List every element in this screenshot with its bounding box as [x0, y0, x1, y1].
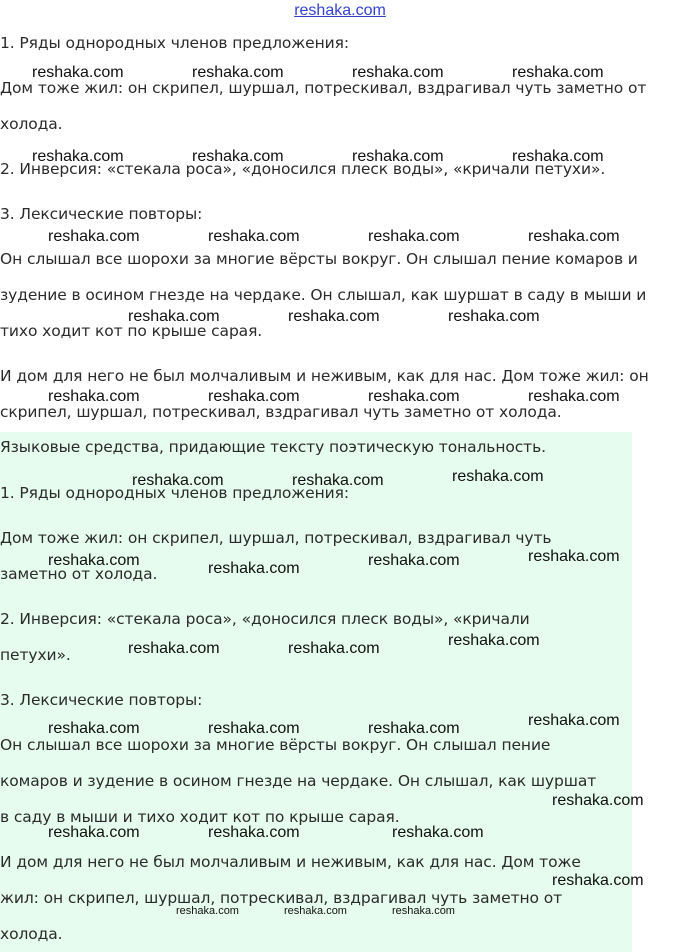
- text-line: холода.: [0, 925, 63, 943]
- text-line: зудение в осином гнезде на чердаке. Он слышал, как шуршат в саду в мыши и: [0, 286, 647, 304]
- text-line: Дом тоже жил: он скрипел, шуршал, потрескивал, вздрагивал чуть: [0, 529, 552, 547]
- watermark: reshaka.com: [48, 824, 140, 841]
- watermark: reshaka.com: [352, 148, 444, 165]
- watermark: reshaka.com: [368, 720, 460, 737]
- text-line: 2. Инверсия: «стекала роса», «доносился плеск воды», «кричали петухи».: [0, 160, 606, 178]
- watermark: reshaka.com: [528, 712, 620, 729]
- text-line: скрипел, шуршал, потрескивал, вздрагивал чуть заметно от холода.: [0, 403, 562, 421]
- watermark: reshaka.com: [392, 824, 484, 841]
- text-line: комаров и зудение в осином гнезде на чердаке. Он слышал, как шуршат: [0, 772, 597, 790]
- watermark: reshaka.com: [192, 148, 284, 165]
- text-line: Языковые средства, придающие тексту поэтическую тональность.: [0, 438, 546, 456]
- watermark: reshaka.com: [32, 148, 124, 165]
- text-line: 2. Инверсия: «стекала роса», «доносился плеск воды», «кричали: [0, 610, 530, 628]
- watermark: reshaka.com: [208, 228, 300, 245]
- watermark: reshaka.com: [208, 388, 300, 405]
- watermark: reshaka.com: [208, 560, 300, 577]
- text-line: 3. Лексические повторы:: [0, 691, 203, 709]
- watermark: reshaka.com: [552, 872, 644, 889]
- watermark: reshaka.com: [48, 388, 140, 405]
- watermark: reshaka.com: [448, 632, 540, 649]
- watermark: reshaka.com: [352, 64, 444, 81]
- watermark: reshaka.com: [48, 720, 140, 737]
- watermark: reshaka.com: [208, 720, 300, 737]
- text-line: тихо ходит кот по крыше сарая.: [0, 322, 263, 340]
- watermark: reshaka.com: [176, 905, 239, 917]
- text-line: Дом тоже жил: он скрипел, шуршал, потрескивал, вздрагивал чуть заметно от: [0, 79, 647, 97]
- watermark: reshaka.com: [512, 64, 604, 81]
- watermark: reshaka.com: [288, 640, 380, 657]
- watermark: reshaka.com: [192, 64, 284, 81]
- watermark: reshaka.com: [292, 472, 384, 489]
- watermark: reshaka.com: [368, 388, 460, 405]
- watermark: reshaka.com: [448, 308, 540, 325]
- watermark: reshaka.com: [528, 388, 620, 405]
- watermark: reshaka.com: [368, 228, 460, 245]
- watermark: reshaka.com: [208, 824, 300, 841]
- text-line: в саду в мыши и тихо ходит кот по крыше сарая.: [0, 808, 400, 826]
- watermark: reshaka.com: [528, 228, 620, 245]
- watermark: reshaka.com: [368, 552, 460, 569]
- watermark: reshaka.com: [132, 472, 224, 489]
- watermark: reshaka.com: [288, 308, 380, 325]
- text-line: жил: он скрипел, шуршал, потрескивал, вздрагивал чуть заметно от: [0, 889, 563, 907]
- text-line: 1. Ряды однородных членов предложения:: [0, 34, 349, 52]
- text-line: И дом для него не был молчаливым и неживым, как для нас. Дом тоже жил: он: [0, 367, 649, 385]
- watermark: reshaka.com: [48, 228, 140, 245]
- watermark: reshaka.com: [32, 64, 124, 81]
- watermark: reshaka.com: [284, 905, 347, 917]
- watermark: reshaka.com: [552, 792, 644, 809]
- text-line: Он слышал все шорохи за многие вёрсты вокруг. Он слышал пение комаров и: [0, 250, 638, 268]
- text-line: петухи».: [0, 646, 71, 664]
- text-line: заметно от холода.: [0, 565, 158, 583]
- text-line: 1. Ряды однородных членов предложения:: [0, 484, 349, 502]
- watermark: reshaka.com: [128, 640, 220, 657]
- text-line: И дом для него не был молчаливым и неживым, как для нас. Дом тоже: [0, 853, 581, 871]
- site-link[interactable]: reshaka.com: [294, 2, 386, 19]
- watermark: reshaka.com: [128, 308, 220, 325]
- text-line: Он слышал все шорохи за многие вёрсты вокруг. Он слышал пение: [0, 736, 551, 754]
- watermark: reshaka.com: [512, 148, 604, 165]
- watermark: reshaka.com: [452, 468, 544, 485]
- watermark: reshaka.com: [48, 552, 140, 569]
- watermark: reshaka.com: [392, 905, 455, 917]
- text-line: 3. Лексические повторы:: [0, 205, 203, 223]
- text-line: холода.: [0, 115, 63, 133]
- watermark: reshaka.com: [528, 548, 620, 565]
